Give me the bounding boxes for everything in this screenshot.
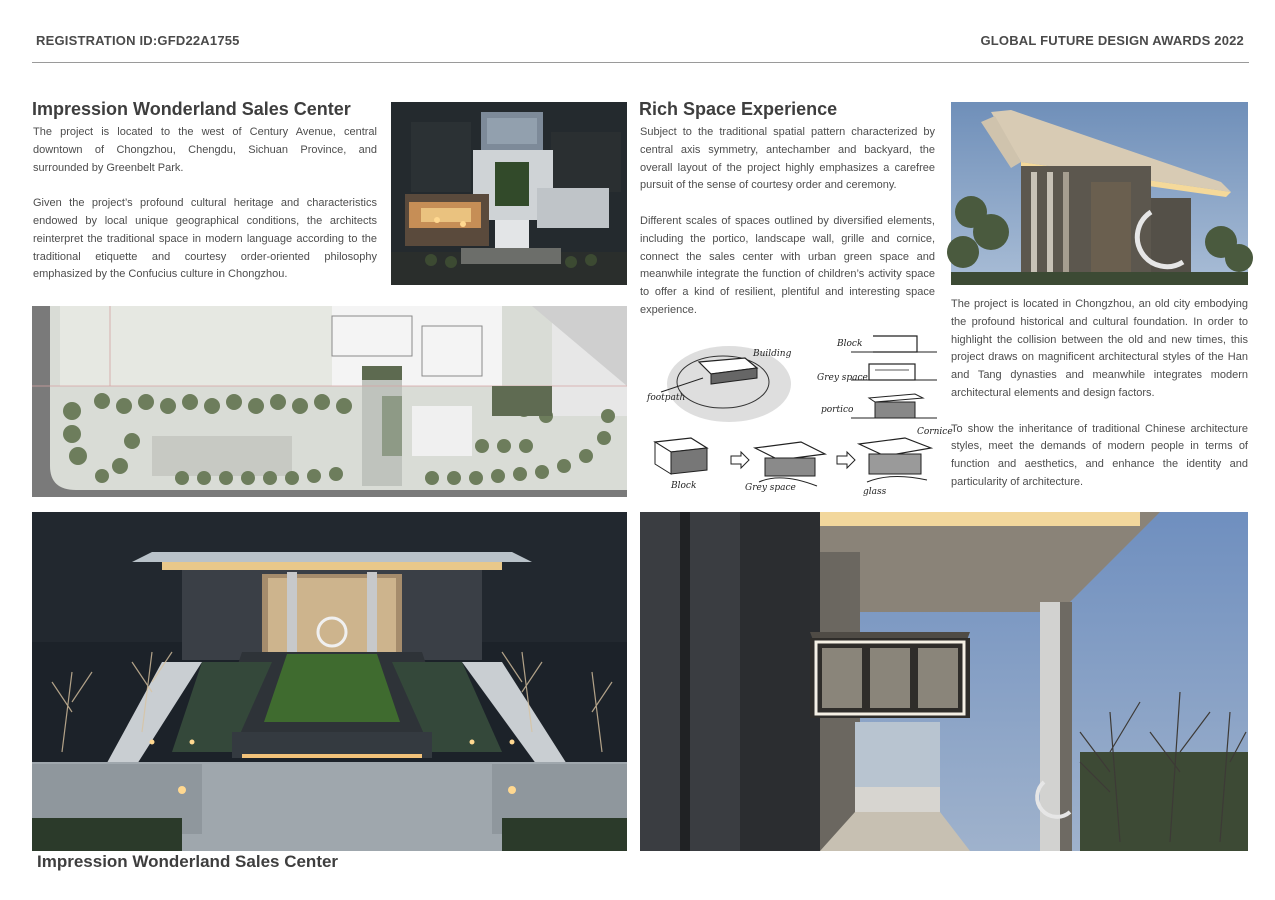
dusk-exterior-photo <box>951 102 1248 285</box>
site-plan-drawing <box>32 306 627 497</box>
sketch-label-glass: glass <box>863 487 887 497</box>
sketch-label-footpath: footpath <box>647 393 686 403</box>
portico-photo <box>640 512 1248 851</box>
intro-paragraph-1: The project is located to the west of Century Avenue, central downtown of Chongzhou, Chengdu, Sichuan Province, and surrounded by Greenbelt Park. <box>33 126 377 174</box>
intro-paragraph-2: Given the project’s profound cultural heritage and characteristics endowed by local unique geographical conditions, the architects reinterpret the traditional space in modern language according to the traditional etiquette and courtesy order-oriented philosophy emphasized by the Confucius culture in Chongzhou. <box>33 197 377 281</box>
section-title-rich-space: Rich Space Experience <box>639 99 838 119</box>
sketch-label-grey-space-top: Grey space <box>817 373 868 383</box>
section-title-impression: Impression Wonderland Sales Center <box>32 99 351 119</box>
intro-text <box>33 124 377 284</box>
sketch-label-building: Building <box>753 349 792 359</box>
rich-space-paragraph-2: Different scales of spaces outlined by diversified elements, including the portico, landscape wall, grille and cornice, connect the sales center with urban green space and meanwhile integrate the function of children’s activity space to offer a kind of resilient, plentiful and interesting space experience. <box>640 214 935 316</box>
sketch-label-portico: portico <box>821 405 854 415</box>
sketch-label-block-bottom: Block <box>671 481 697 491</box>
rich-space-text <box>640 124 935 320</box>
aerial-night-photo <box>391 102 627 285</box>
sketch-label-block-top: Block <box>837 339 863 349</box>
registration-id: REGISTRATION ID:GFD22A1755 <box>36 33 240 48</box>
side-paragraph-1: The project is located in Chongzhou, an old city embodying the profound historical and cultural foundation. In order to highlight the collision between the old and new times, this project draws on magnificent architectural styles of the Han and Tang dynasties and meanwhile integrates modern architectural elements and design factors. <box>951 298 1248 399</box>
side-text <box>951 296 1248 492</box>
rich-space-paragraph-1: Subject to the traditional spatial pattern characterized by central axis symmetry, antechamber and backyard, the overall layout of the project highly emphasizes a carefree pursuit of the sense of courtesy order and ceremony. <box>640 126 935 192</box>
bottom-caption: Impression Wonderland Sales Center <box>37 852 339 871</box>
award-title: GLOBAL FUTURE DESIGN AWARDS 2022 <box>980 33 1244 48</box>
side-paragraph-2: To show the inheritance of traditional Chinese architecture styles, meet the demands of modern people in terms of function and aesthetics, and enhance the identity and particularity of architecture. <box>951 422 1248 488</box>
sketch-label-grey-space-bottom: Grey space <box>745 483 796 493</box>
concept-sketches <box>641 322 953 500</box>
sketch-label-cornice: Cornice <box>917 427 953 437</box>
header-divider <box>32 62 1249 63</box>
night-courtyard-photo <box>32 512 627 851</box>
